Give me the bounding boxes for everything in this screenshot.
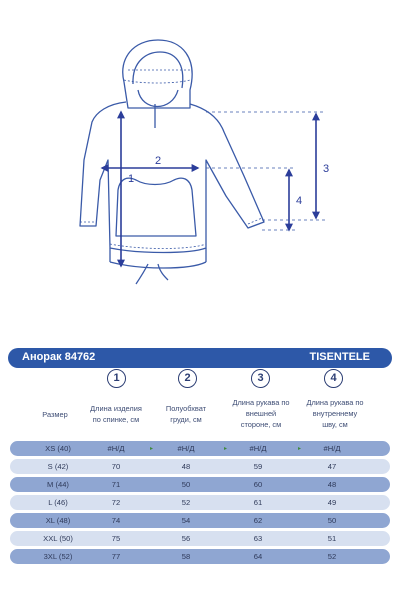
size-row [10, 495, 390, 510]
column-number-3: 3 [251, 369, 270, 388]
size-row [10, 477, 390, 492]
measure-cell-3: 62 [253, 516, 263, 525]
measure-cell-1: 71 [111, 480, 121, 489]
product-header-bar [8, 348, 392, 368]
measure-cell-1: 75 [111, 534, 121, 543]
size-cell: XXL (50) [43, 534, 73, 543]
column-number-2: 2 [178, 369, 197, 388]
size-cell: L (46) [48, 498, 68, 507]
measure-cell-2: 56 [181, 534, 191, 543]
size-cell: XS (40) [45, 444, 71, 453]
column-header-4-line-1: Длина рукава по [306, 398, 364, 407]
measure-cell-3: 63 [253, 534, 263, 543]
size-row [10, 441, 390, 456]
cell-marker: ▸ [150, 446, 154, 452]
cell-marker: ▸ [298, 446, 302, 452]
measure-cell-4: 48 [327, 480, 337, 489]
measure-cell-4: 50 [327, 516, 337, 525]
measure-cell-2: 54 [181, 516, 191, 525]
column-number-4: 4 [324, 369, 343, 388]
column-header-3-line-2: внешней [245, 409, 277, 418]
measure-cell-1: 74 [111, 516, 121, 525]
size-column-header: Размер [42, 410, 68, 419]
column-header-1-line-1: Длина изделия [90, 404, 142, 413]
size-row [10, 459, 390, 474]
cell-marker: ▸ [224, 446, 228, 452]
measure-cell-3: 60 [253, 480, 263, 489]
label-1: 1 [128, 173, 135, 185]
measure-cell-4: #Н/Д [323, 444, 341, 453]
size-cell: 3XL (52) [43, 552, 73, 561]
pocket-outline [116, 178, 196, 236]
measure-cell-2: 52 [181, 498, 191, 507]
size-row [10, 549, 390, 564]
label-4: 4 [296, 195, 303, 207]
measure-cell-2: 58 [181, 552, 191, 561]
measure-cell-1: #Н/Д [107, 444, 125, 453]
measure-cell-4: 47 [327, 462, 337, 471]
measure-cell-1: 70 [111, 462, 121, 471]
column-header-3-line-3: стороне, см [240, 420, 282, 429]
size-row [10, 531, 390, 546]
measure-cell-1: 72 [111, 498, 121, 507]
measure-cell-2: 48 [181, 462, 191, 471]
size-cell: M (44) [47, 480, 69, 489]
column-header-2-line-1: Полуобхват [165, 404, 207, 413]
column-header-3 [222, 397, 300, 430]
column-header-2-line-2: груди, см [170, 415, 202, 424]
column-header-1-line-2: по спинке, см [92, 415, 140, 424]
size-row [10, 513, 390, 528]
column-header-2 [152, 403, 220, 425]
size-cell: XL (48) [45, 516, 71, 525]
product-title: Анорак 84762 [22, 351, 96, 363]
measure-cell-2: #Н/Д [177, 444, 195, 453]
measure-cell-3: #Н/Д [249, 444, 267, 453]
column-header-1 [80, 403, 152, 425]
measure-cell-2: 50 [181, 480, 191, 489]
label-2: 2 [155, 155, 162, 167]
measure-cell-4: 51 [327, 534, 337, 543]
body-outline [80, 102, 264, 253]
label-3: 3 [323, 163, 330, 175]
column-header-3-line-1: Длина рукава по [232, 398, 290, 407]
size-cell: S (42) [47, 462, 69, 471]
measure-cell-3: 59 [253, 462, 263, 471]
measure-cell-1: 77 [111, 552, 121, 561]
measure-cell-4: 49 [327, 498, 337, 507]
column-header-4-line-2: внутреннему [312, 409, 358, 418]
measure-cell-3: 61 [253, 498, 263, 507]
measure-cell-4: 52 [327, 552, 337, 561]
column-number-1: 1 [107, 369, 126, 388]
column-header-4-line-3: шву, см [322, 420, 348, 429]
measure-cell-3: 64 [253, 552, 263, 561]
brand-name: TISENTELE [309, 351, 370, 363]
column-header-4 [296, 397, 374, 430]
